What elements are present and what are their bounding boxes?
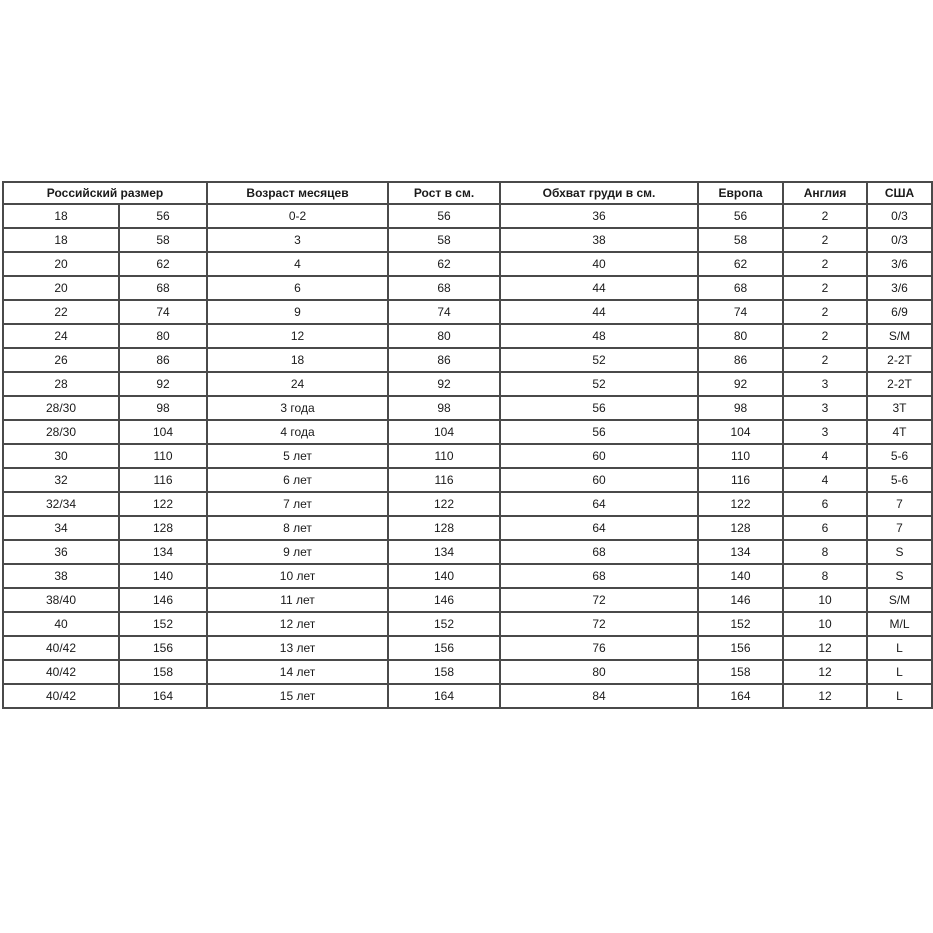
cell-ru-size-height: 116 [119,468,207,492]
cell-usa: 3T [867,396,932,420]
cell-ru-size: 34 [3,516,119,540]
table-row [3,252,932,276]
cell-height: 74 [388,300,500,324]
cell-ru-size: 18 [3,228,119,252]
table-row [3,348,932,372]
cell-chest: 64 [500,492,698,516]
cell-height: 58 [388,228,500,252]
cell-europe: 86 [698,348,783,372]
cell-usa: 0/3 [867,204,932,228]
cell-height: 146 [388,588,500,612]
cell-ru-size-height: 98 [119,396,207,420]
cell-chest: 60 [500,444,698,468]
cell-ru-size: 20 [3,252,119,276]
cell-chest: 52 [500,372,698,396]
cell-europe: 56 [698,204,783,228]
cell-usa: S/M [867,324,932,348]
cell-ru-size: 40 [3,612,119,636]
cell-age: 9 [207,300,388,324]
cell-ru-size: 20 [3,276,119,300]
table-row [3,660,932,684]
cell-uk: 4 [783,468,867,492]
cell-height: 134 [388,540,500,564]
cell-europe: 62 [698,252,783,276]
cell-uk: 6 [783,492,867,516]
cell-europe: 110 [698,444,783,468]
cell-age: 6 [207,276,388,300]
cell-europe: 152 [698,612,783,636]
table-row [3,396,932,420]
cell-ru-size-height: 110 [119,444,207,468]
cell-ru-size: 40/42 [3,684,119,708]
header-uk: Англия [783,182,867,204]
cell-europe: 92 [698,372,783,396]
cell-age: 3 года [207,396,388,420]
cell-height: 104 [388,420,500,444]
cell-europe: 156 [698,636,783,660]
cell-usa: L [867,684,932,708]
cell-chest: 56 [500,420,698,444]
cell-age: 13 лет [207,636,388,660]
cell-usa: 3/6 [867,276,932,300]
cell-height: 110 [388,444,500,468]
size-chart-table [2,181,933,709]
cell-chest: 68 [500,564,698,588]
cell-usa: 2-2T [867,348,932,372]
cell-ru-size-height: 86 [119,348,207,372]
cell-ru-size: 18 [3,204,119,228]
cell-ru-size: 32 [3,468,119,492]
cell-chest: 36 [500,204,698,228]
cell-uk: 12 [783,636,867,660]
cell-uk: 2 [783,276,867,300]
cell-ru-size-height: 56 [119,204,207,228]
table-body [3,204,932,708]
cell-age: 4 года [207,420,388,444]
cell-height: 92 [388,372,500,396]
cell-uk: 8 [783,540,867,564]
table-row [3,540,932,564]
cell-europe: 146 [698,588,783,612]
cell-height: 164 [388,684,500,708]
cell-height: 56 [388,204,500,228]
cell-europe: 158 [698,660,783,684]
cell-uk: 3 [783,396,867,420]
cell-europe: 140 [698,564,783,588]
cell-europe: 122 [698,492,783,516]
table-row [3,324,932,348]
cell-chest: 52 [500,348,698,372]
cell-ru-size-height: 146 [119,588,207,612]
cell-ru-size-height: 134 [119,540,207,564]
cell-chest: 72 [500,612,698,636]
cell-ru-size-height: 156 [119,636,207,660]
table-row [3,444,932,468]
cell-chest: 84 [500,684,698,708]
cell-ru-size-height: 74 [119,300,207,324]
cell-uk: 12 [783,684,867,708]
cell-ru-size: 40/42 [3,636,119,660]
cell-age: 3 [207,228,388,252]
cell-height: 158 [388,660,500,684]
cell-usa: S [867,564,932,588]
header-height-cm: Рост в см. [388,182,500,204]
header-europe: Европа [698,182,783,204]
cell-age: 8 лет [207,516,388,540]
cell-age: 7 лет [207,492,388,516]
cell-uk: 2 [783,324,867,348]
cell-age: 6 лет [207,468,388,492]
cell-age: 12 [207,324,388,348]
cell-europe: 68 [698,276,783,300]
cell-ru-size: 38/40 [3,588,119,612]
cell-chest: 64 [500,516,698,540]
cell-height: 152 [388,612,500,636]
cell-age: 10 лет [207,564,388,588]
cell-usa: 2-2T [867,372,932,396]
cell-age: 12 лет [207,612,388,636]
cell-usa: 3/6 [867,252,932,276]
cell-age: 14 лет [207,660,388,684]
table-row [3,372,932,396]
cell-uk: 4 [783,444,867,468]
cell-uk: 2 [783,252,867,276]
cell-age: 11 лет [207,588,388,612]
header-row [3,182,932,204]
cell-chest: 68 [500,540,698,564]
table-row [3,228,932,252]
cell-europe: 98 [698,396,783,420]
cell-usa: S [867,540,932,564]
table-row [3,612,932,636]
cell-ru-size: 32/34 [3,492,119,516]
cell-chest: 60 [500,468,698,492]
cell-uk: 10 [783,612,867,636]
cell-europe: 134 [698,540,783,564]
cell-ru-size-height: 140 [119,564,207,588]
header-chest-cm: Обхват груди в см. [500,182,698,204]
cell-chest: 72 [500,588,698,612]
table-row [3,684,932,708]
cell-ru-size-height: 158 [119,660,207,684]
cell-age: 18 [207,348,388,372]
table-row [3,588,932,612]
cell-height: 156 [388,636,500,660]
cell-height: 98 [388,396,500,420]
cell-ru-size: 30 [3,444,119,468]
cell-age: 15 лет [207,684,388,708]
cell-usa: S/M [867,588,932,612]
cell-ru-size: 22 [3,300,119,324]
table-row [3,468,932,492]
cell-chest: 76 [500,636,698,660]
cell-ru-size-height: 58 [119,228,207,252]
cell-height: 140 [388,564,500,588]
cell-uk: 2 [783,300,867,324]
cell-usa: 4T [867,420,932,444]
cell-usa: 5-6 [867,444,932,468]
cell-uk: 10 [783,588,867,612]
cell-ru-size: 28/30 [3,420,119,444]
cell-chest: 80 [500,660,698,684]
cell-ru-size: 36 [3,540,119,564]
cell-usa: M/L [867,612,932,636]
cell-chest: 56 [500,396,698,420]
cell-chest: 44 [500,300,698,324]
table-row [3,492,932,516]
cell-ru-size-height: 80 [119,324,207,348]
cell-europe: 128 [698,516,783,540]
cell-ru-size: 40/42 [3,660,119,684]
header-russian-size: Российский размер [3,182,207,204]
cell-usa: 0/3 [867,228,932,252]
cell-height: 86 [388,348,500,372]
cell-europe: 58 [698,228,783,252]
cell-ru-size-height: 122 [119,492,207,516]
table-row [3,516,932,540]
cell-usa: 7 [867,492,932,516]
cell-usa: 7 [867,516,932,540]
cell-ru-size-height: 68 [119,276,207,300]
cell-chest: 48 [500,324,698,348]
cell-usa: L [867,660,932,684]
cell-uk: 3 [783,372,867,396]
header-usa: США [867,182,932,204]
cell-usa: 5-6 [867,468,932,492]
cell-age: 5 лет [207,444,388,468]
table-row [3,276,932,300]
cell-age: 24 [207,372,388,396]
cell-age: 9 лет [207,540,388,564]
cell-uk: 3 [783,420,867,444]
table-row [3,636,932,660]
cell-height: 116 [388,468,500,492]
cell-ru-size-height: 164 [119,684,207,708]
cell-uk: 6 [783,516,867,540]
table-row [3,204,932,228]
cell-height: 68 [388,276,500,300]
cell-ru-size-height: 104 [119,420,207,444]
cell-height: 80 [388,324,500,348]
cell-uk: 8 [783,564,867,588]
table-header [3,182,932,204]
cell-uk: 12 [783,660,867,684]
cell-europe: 116 [698,468,783,492]
cell-uk: 2 [783,204,867,228]
cell-chest: 40 [500,252,698,276]
cell-ru-size: 28/30 [3,396,119,420]
cell-ru-size: 24 [3,324,119,348]
cell-europe: 164 [698,684,783,708]
cell-europe: 80 [698,324,783,348]
cell-ru-size-height: 152 [119,612,207,636]
cell-usa: L [867,636,932,660]
cell-ru-size: 38 [3,564,119,588]
cell-uk: 2 [783,348,867,372]
cell-age: 4 [207,252,388,276]
cell-ru-size: 26 [3,348,119,372]
cell-chest: 38 [500,228,698,252]
cell-ru-size-height: 92 [119,372,207,396]
cell-chest: 44 [500,276,698,300]
cell-ru-size-height: 62 [119,252,207,276]
table-row [3,300,932,324]
cell-age: 0-2 [207,204,388,228]
cell-ru-size-height: 128 [119,516,207,540]
cell-ru-size: 28 [3,372,119,396]
cell-usa: 6/9 [867,300,932,324]
cell-height: 128 [388,516,500,540]
table-row [3,420,932,444]
cell-europe: 104 [698,420,783,444]
cell-uk: 2 [783,228,867,252]
table-row [3,564,932,588]
cell-europe: 74 [698,300,783,324]
header-age-months: Возраст месяцев [207,182,388,204]
cell-height: 122 [388,492,500,516]
cell-height: 62 [388,252,500,276]
